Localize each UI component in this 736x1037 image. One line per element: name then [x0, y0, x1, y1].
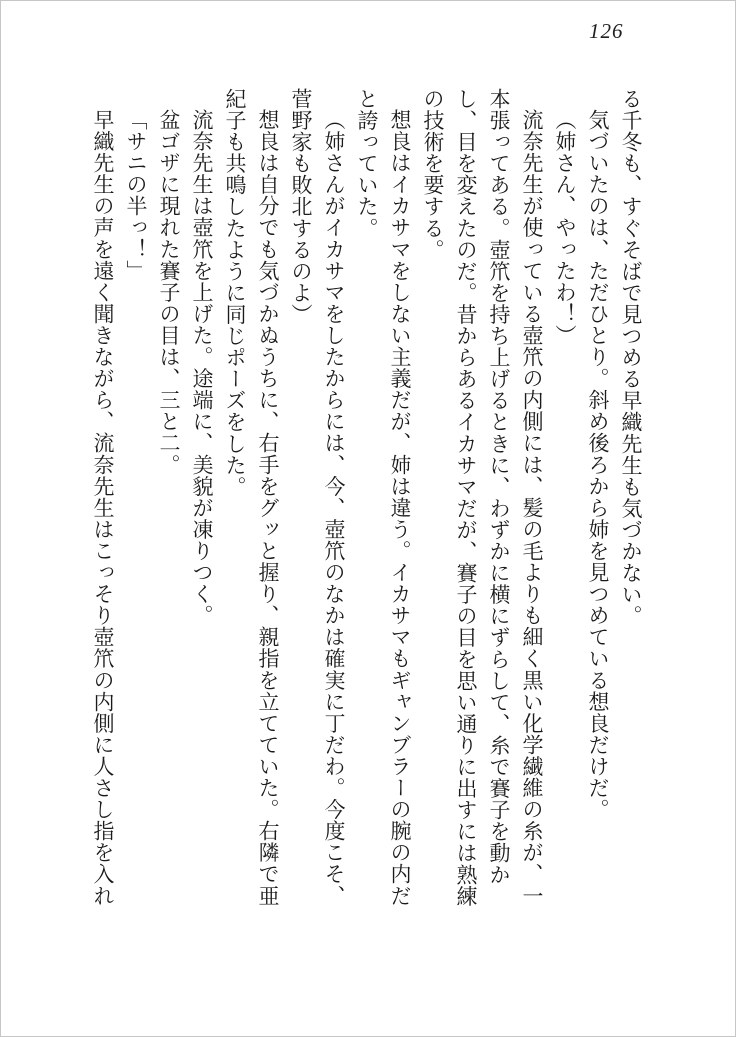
- paragraph: 想良はイカサマをしない主義だが、姉は違う。イカサマもギャンブラーの腕の内だと誇っていた。: [355, 88, 412, 907]
- paragraph: 気づいたのは、ただひとり。斜め後ろから姉を見つめている想良だけだ。: [586, 109, 610, 821]
- paragraph: 流奈先生は壺笊を上げた。途端に、美貌が凍りつく。: [190, 109, 214, 627]
- paragraph: 盆ゴザに現れた賽子の目は、三と二。: [157, 109, 181, 476]
- paragraph: 「サニの半っ！」: [124, 109, 148, 282]
- paragraph: 想良は自分でも気づかぬうちに、右手をグッと握り、親指を立てていた。右隣で亜紀子も共鳴したように同じポーズをした。: [223, 88, 280, 907]
- text-columns: [86, 88, 647, 914]
- paragraph: る千冬も、すぐそばで見つめる早織先生も気づかない。: [619, 88, 643, 627]
- paragraph: （姉さん、やったわ！）: [553, 109, 577, 347]
- paragraph: （姉さんがイカサマをしたからには、今、壺笊のなかは確実に丁だわ。今度こそ、菅野家も敗北するのよ）: [289, 88, 346, 907]
- paragraph: 早織先生の声を遠く聞きながら、流奈先生はこっそり壺笊の内側に人さし指を入れ: [91, 109, 115, 907]
- page-number: 126: [589, 19, 624, 43]
- paragraph: 流奈先生が使っている壺笊の内側には、髪の毛よりも細く黒い化学繊維の糸が、一本張ってある。壺笊を持ち上げるときに、わずかに横にずらして、糸で賽子を動かし、目を変えたのだ。昔からあるイカサマだが、賽子の目を思い通りに出すには熟練の技術を要する。: [421, 88, 544, 907]
